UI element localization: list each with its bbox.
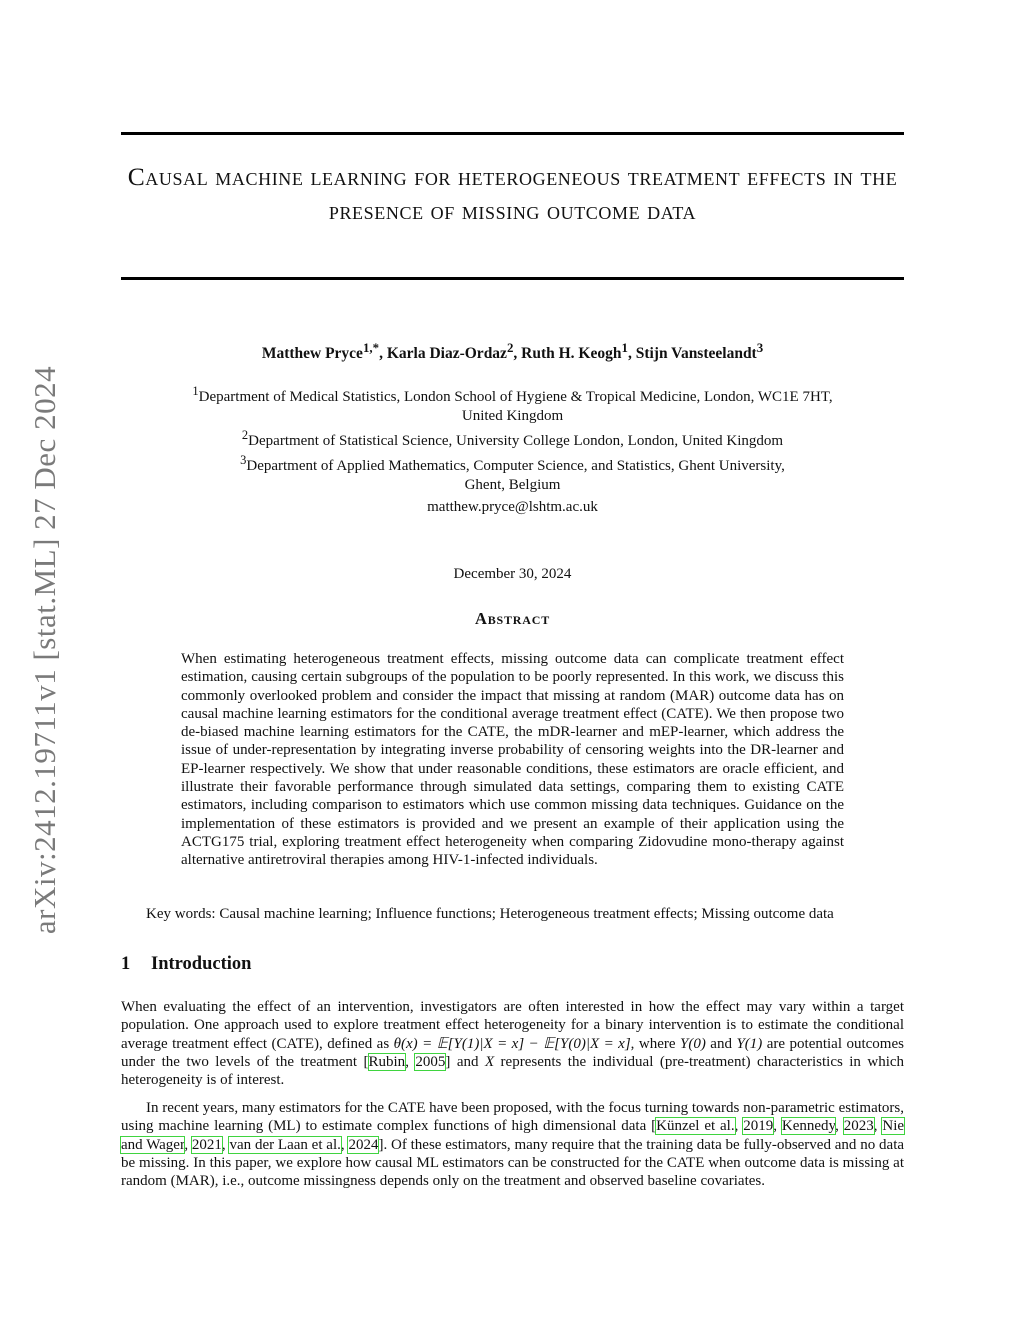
title-bottom-rule [121, 277, 904, 280]
affiliation: $^2$Department of Statistical Science, University College London, London, United Kingdom [241, 428, 784, 449]
author-affiliation-mark: 3 [756, 340, 764, 355]
citation-link[interactable]: Nie and Wager [121, 1118, 905, 1153]
citation-link[interactable]: Kennedy [781, 1118, 836, 1135]
author-affiliation-mark: 1 [621, 340, 628, 355]
citation-link[interactable]: 2005 [415, 1053, 446, 1070]
author-name: Stijn Vansteelandt [635, 345, 757, 363]
citation-link[interactable]: van der Laan et al. [229, 1136, 341, 1153]
citation-link[interactable]: 2019 [743, 1118, 774, 1135]
cate-formula: θ(x) = 𝔼[Y(1)|X = x] − 𝔼[Y(0)|X = x] [393, 1035, 631, 1052]
keywords: Key words: Causal machine learning; Influence functions; Heterogeneous treatment effects; Missing outcome data [146, 906, 834, 922]
section-title: Introduction [151, 954, 252, 974]
math-y1: Y(1) [736, 1035, 763, 1052]
paper-date: December 30, 2024 [453, 566, 572, 582]
title-top-rule [121, 132, 904, 135]
section-heading [121, 954, 251, 975]
citation-link[interactable]: 2023 [843, 1118, 874, 1135]
abstract-heading: Abstract [475, 609, 550, 628]
author-affiliation-mark: 1,* [362, 340, 380, 355]
abstract-body: When estimating heterogeneous treatment effects, missing outcome data can complicate treatment effect estimation, causing certain subgroups of the population to be poorly represented. In this work, we discuss this commonly overlooked problem and consider the impact that missing at random (MAR) outcome data has on causal machine learning estimators for the conditional average treatment effect (CATE). We then propose two de-biased machine learning estimators for the CATE, the mDR-learner and mEP-learner, which address the issue of under-representation by integrating inverse probability of censoring weights into the DR-learner and EP-learner respectively. We show that under reasonable conditions, these estimators are oracle efficient, and illustrate their favorable performance through simulated data settings, comparing them to existing CATE estimators, including comparison to estimators which use common missing data techniques. Guidance on the implementation of these estimators is provided and we present an example of their application using the ACTG175 trial, exploring treatment effect heterogeneity when comparing Zidovudine mono-therapy against alternative antiretroviral therapies among HIV-1-infected individuals. [181, 651, 844, 869]
section-number: 1 [121, 954, 131, 974]
author-name: Matthew Pryce [261, 345, 363, 363]
intro-paragraph-2: In recent years, many estimators for the CATE have been proposed, with the focus turning towards non-parametric estimators, using machine learning (ML) to estimate complex functions of high dimensional data [Künzel et al., 2019, Kennedy, 2023, Nie and Wager, 2021, van der Laan et al., 2024]. Of these estimators, many require that the training data be fully-observed and no data be missing. In this paper, we explore how causal ML estimators can be constructed for the CATE when outcome data is missing at random (MAR), i.e., outcome missingness depends only on the treatment and observed baseline covariates. [121, 1100, 905, 1190]
intro-paragraph-1: When evaluating the effect of an intervention, investigators are often interested in how the effect may vary within a target population. One approach used to explore treatment effect heterogeneity for a binary intervention is to estimate the conditional average treatment effect (CATE), defined as θ(x) = 𝔼[Y(1)|X = x] − 𝔼[Y(0)|X = x], where Y(0) and Y(1) are potential outcomes under the two levels of the treatment [Rubin, 2005] and X represents the individual (pre-treatment) characteristics in which heterogeneity is of interest. [121, 999, 905, 1089]
affiliation-continued: United Kingdom [461, 408, 564, 424]
affiliation-continued: Ghent, Belgium [464, 477, 561, 493]
citation-link[interactable]: Künzel et al. [656, 1118, 735, 1135]
author-list: Matthew Pryce$^{1,*}$, Karla Diaz-Ordaz$^2$, Ruth H. Keogh$^1$, Stijn Vansteelandt$^3$ [261, 340, 764, 363]
author-name: Ruth H. Keogh [521, 345, 622, 363]
math-y0: Y(0) [680, 1035, 706, 1052]
citation-link[interactable]: Rubin [368, 1053, 406, 1070]
math-x: X [484, 1053, 495, 1070]
arxiv-identifier: arXiv:2412.19711v1 [stat.ML] 27 Dec 2024 [27, 365, 62, 935]
citation-link[interactable]: 2021 [191, 1136, 222, 1153]
contact-email[interactable]: matthew.pryce@lshtm.ac.uk [427, 499, 598, 515]
affiliation-list [121, 382, 904, 495]
author-name: Karla Diaz-Ordaz [386, 345, 507, 363]
citation-link[interactable]: 2024 [348, 1136, 379, 1153]
author-affiliation-mark: 2 [506, 340, 514, 355]
affiliation: $^3$Department of Applied Mathematics, Computer Science, and Statistics, Ghent University, [240, 453, 785, 474]
affiliation: $^1$Department of Medical Statistics, London School of Hygiene & Tropical Medicine, London, WC1E 7HT, [192, 384, 833, 405]
paper-title: Causal machine learning for heterogeneous treatment effects in the presence of missing outcome data [127, 162, 898, 225]
